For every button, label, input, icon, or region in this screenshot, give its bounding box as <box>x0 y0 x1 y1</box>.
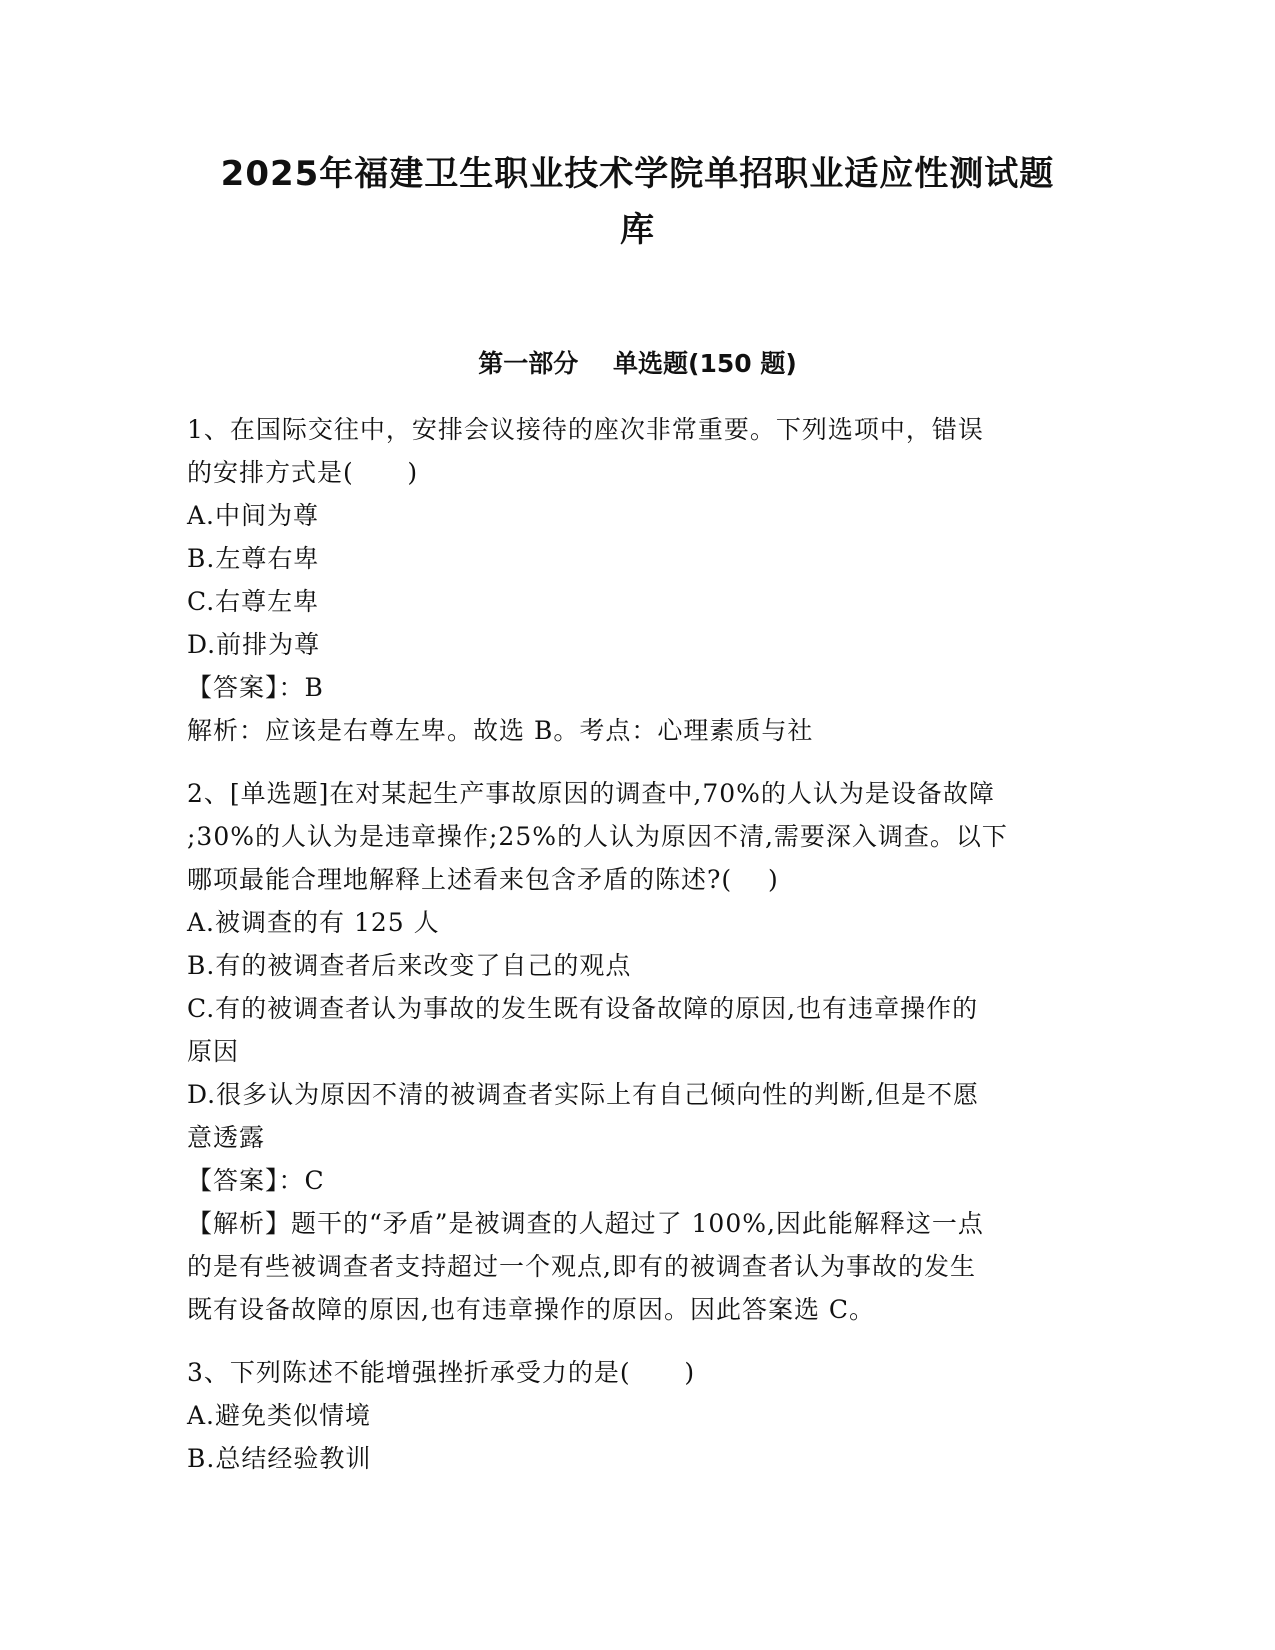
document-title-line-1: 2025年福建卫生职业技术学院单招职业适应性测试题 <box>220 154 1055 194</box>
answer-label: 【答案】：C <box>187 1166 325 1195</box>
option-a: A.中间为尊 <box>187 501 320 530</box>
option-b: B.左尊右卑 <box>187 544 320 573</box>
answer-label: 【答案】：B <box>187 673 324 702</box>
analysis-line: 【解析】题干的“矛盾”是被调查的人超过了 100%,因此能解释这一点 <box>187 1209 984 1238</box>
option-a: A.被调查的有 125 人 <box>187 908 440 937</box>
section-title: 第一部分 单选题(150 题) <box>478 349 797 378</box>
document-title <box>170 146 1105 258</box>
question-stem-line: 1、在国际交往中，安排会议接待的座次非常重要。下列选项中，错误 <box>187 415 984 444</box>
document-title-line-2: 库 <box>620 210 655 250</box>
question-1 <box>187 408 1087 752</box>
option-c: C.有的被调查者认为事故的发生既有设备故障的原因,也有违章操作的 原因 <box>187 994 979 1066</box>
question-list <box>187 408 1087 1500</box>
option-b: B.有的被调查者后来改变了自己的观点 <box>187 951 632 980</box>
option-b: B.总结经验教训 <box>187 1444 372 1473</box>
option-c: C.右尊左卑 <box>187 587 320 616</box>
question-stem-line: 哪项最能合理地解释上述看来包含矛盾的陈述?( ) <box>187 865 779 894</box>
analysis-line: 解析：应该是右尊左卑。故选 B。考点：心理素质与社 <box>187 716 814 745</box>
question-2 <box>187 772 1087 1331</box>
question-stem-line: 3、下列陈述不能增强挫折承受力的是( ) <box>187 1358 696 1387</box>
analysis-line: 的是有些被调查者支持超过一个观点,即有的被调查者认为事故的发生 <box>187 1252 976 1281</box>
question-3 <box>187 1351 1087 1480</box>
option-d: D.前排为尊 <box>187 630 321 659</box>
question-stem-line: ;30%的人认为是违章操作;25%的人认为原因不清,需要深入调查。以下 <box>187 822 1008 851</box>
option-a: A.避免类似情境 <box>187 1401 372 1430</box>
analysis-line: 既有设备故障的原因,也有违章操作的原因。因此答案选 C。 <box>187 1295 876 1324</box>
question-stem-line: 的安排方式是( ) <box>187 458 419 487</box>
option-d: D.很多认为原因不清的被调查者实际上有自己倾向性的判断,但是不愿 意透露 <box>187 1080 980 1152</box>
question-stem-line: 2、[单选题]在对某起生产事故原因的调查中,70%的人认为是设备故障 <box>187 779 995 808</box>
